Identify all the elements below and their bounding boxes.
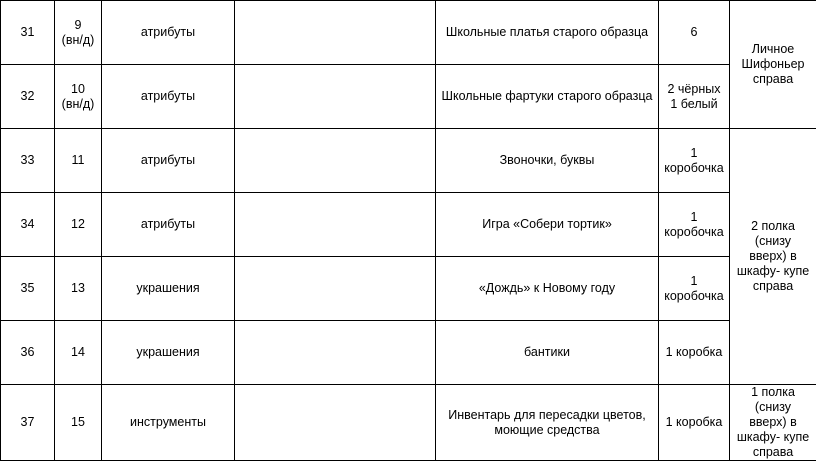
item-name: Школьные платья старого образца (436, 1, 659, 65)
category-cell: инструменты (102, 385, 235, 461)
row-number: 35 (1, 257, 55, 321)
item-name: Школьные фартуки старого образца (436, 65, 659, 129)
quantity-cell: 1 коробка (659, 321, 730, 385)
quantity-cell: 1 коробка (659, 385, 730, 461)
item-name: бантики (436, 321, 659, 385)
category-cell: атрибуты (102, 129, 235, 193)
quantity-cell: 2 чёрных 1 белый (659, 65, 730, 129)
item-name: Инвентарь для пересадки цветов, моющие средства (436, 385, 659, 461)
row-number: 34 (1, 193, 55, 257)
table-row (1, 129, 816, 193)
quantity-cell: 6 (659, 1, 730, 65)
quantity-cell: 1 коробочка (659, 129, 730, 193)
location-cell: 2 полка (снизу вверх) в шкафу- купе справа (730, 129, 816, 385)
sub-number: 12 (55, 193, 102, 257)
row-number: 32 (1, 65, 55, 129)
category-cell: атрибуты (102, 193, 235, 257)
item-name: «Дождь» к Новому году (436, 257, 659, 321)
item-name: Игра «Собери тортик» (436, 193, 659, 257)
row-number: 31 (1, 1, 55, 65)
category-cell: украшения (102, 257, 235, 321)
empty-cell (235, 129, 436, 193)
category-cell: атрибуты (102, 1, 235, 65)
empty-cell (235, 321, 436, 385)
empty-cell (235, 385, 436, 461)
location-cell: 1 полка (снизу вверх) в шкафу- купе справа (730, 385, 816, 461)
sub-number: 10 (вн/д) (55, 65, 102, 129)
table-row (1, 65, 816, 129)
table-row (1, 193, 816, 257)
row-number: 37 (1, 385, 55, 461)
category-cell: атрибуты (102, 65, 235, 129)
row-number: 33 (1, 129, 55, 193)
quantity-cell: 1 коробочка (659, 193, 730, 257)
empty-cell (235, 65, 436, 129)
table-row (1, 1, 816, 65)
quantity-cell: 1 коробочка (659, 257, 730, 321)
location-cell: Личное Шифоньер справа (730, 1, 816, 129)
table-row (1, 321, 816, 385)
sub-number: 13 (55, 257, 102, 321)
sub-number: 15 (55, 385, 102, 461)
table-row (1, 385, 816, 461)
empty-cell (235, 1, 436, 65)
sub-number: 11 (55, 129, 102, 193)
category-cell: украшения (102, 321, 235, 385)
item-name: Звоночки, буквы (436, 129, 659, 193)
sub-number: 9 (вн/д) (55, 1, 102, 65)
empty-cell (235, 193, 436, 257)
sub-number: 14 (55, 321, 102, 385)
table-row (1, 257, 816, 321)
empty-cell (235, 257, 436, 321)
row-number: 36 (1, 321, 55, 385)
